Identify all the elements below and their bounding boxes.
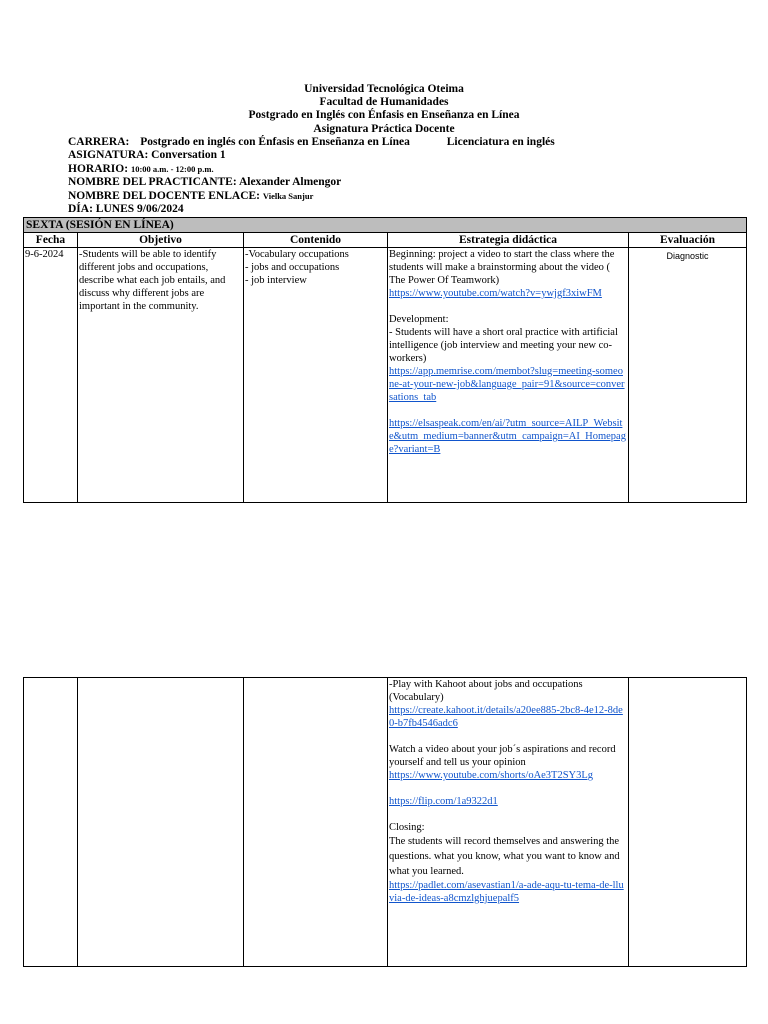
development-label: Development: (389, 314, 449, 325)
course-title: Asignatura Práctica Docente (313, 122, 455, 135)
col-estrategia: Estrategia didáctica (388, 233, 629, 248)
lesson-plan-table-continued (23, 677, 747, 967)
estrategia-cell (388, 248, 629, 503)
video-text: Watch a video about your job´s aspirations and record yourself and tell us your opinion (389, 744, 616, 768)
col-fecha: Fecha (24, 233, 78, 248)
course-meta (68, 136, 748, 216)
kahoot-text: -Play with Kahoot about jobs and occupations (Vocabulary) (389, 679, 583, 703)
carrera-label: CARRERA: (68, 136, 130, 148)
youtube-shorts-link[interactable]: https://www.youtube.com/shorts/oAe3T2SY3Lg (389, 770, 594, 781)
section-title: SEXTA (SESIÓN EN LÍNEA) (24, 218, 747, 233)
table-row (24, 248, 747, 503)
asignatura-value: Conversation 1 (151, 149, 226, 162)
elsaspeak-link[interactable]: https://elsaspeak.com/en/ai/?utm_source=AILP_Website&utm_medium=banner&utm_campaign=AI_Homepage?variant=B (389, 418, 626, 455)
university-name: Universidad Tecnológica Oteima (304, 83, 464, 95)
contenido-cell (244, 248, 388, 503)
fecha-cell: 9-6-2024 (24, 248, 78, 503)
horario-label: HORARIO: (68, 162, 129, 175)
document-header (0, 83, 768, 136)
program-name: Postgrado en Inglés con Énfasis en Enseñanza en Línea (248, 109, 520, 122)
memrise-link[interactable]: https://app.memrise.com/membot?slug=meeting-someone-at-your-new-job&language_pair=91&source=conversations_tab (389, 366, 625, 403)
contenido-item: -Vocabulary occupations (245, 249, 349, 260)
faculty-name: Facultad de Humanidades (319, 96, 449, 109)
carrera-line (68, 136, 748, 149)
estrategia-cell (388, 678, 629, 967)
youtube-link[interactable]: https://www.youtube.com/watch?v=ywjgf3xiwFM (389, 288, 602, 299)
objetivo-cell: -Students will be able to identify different jobs and occupations, describe what each job entails, and discuss why different jobs are important in the community. (78, 248, 244, 503)
header-row (24, 233, 747, 248)
development-text: - Students will have a short oral practice with artificial intelligence (job interview and meeting your new co-workers) (389, 327, 618, 364)
docente-value: Vielka Sanjur (262, 190, 314, 201)
padlet-link[interactable]: https://padlet.com/asevastian1/a-ade-aqu-tu-tema-de-lluvia-de-ideas-a8cmzlghjuepalf5 (389, 880, 624, 904)
col-evaluacion: Evaluación (629, 233, 747, 248)
flip-link[interactable]: https://flip.com/1a9322d1 (389, 796, 498, 807)
beginning-text: Beginning: project a video to start the class where the students will make a brainstorming about the video ( The Power Of Teamwork) (389, 249, 615, 286)
evaluacion-cell (629, 678, 747, 967)
practicante-line (68, 176, 748, 189)
evaluacion-cell: Diagnostic (629, 248, 747, 503)
carrera-value: Postgrado en inglés con Énfasis en Enseñanza en Línea (140, 136, 410, 148)
col-objetivo: Objetivo (78, 233, 244, 248)
table-row (24, 678, 747, 967)
contenido-cell (244, 678, 388, 967)
objetivo-cell (78, 678, 244, 967)
horario-value: 10:00 a.m. - 12:00 p.m. (130, 163, 214, 174)
docente-label: NOMBRE DEL DOCENTE ENLACE: (68, 189, 261, 202)
closing-label: Closing: (389, 822, 425, 833)
asignatura-line (68, 149, 748, 162)
docente-line (68, 190, 748, 203)
fecha-cell (24, 678, 78, 967)
practicante-value: Alexander Almengor (238, 176, 342, 189)
contenido-item: - job interview (245, 275, 307, 286)
asignatura-label: ASIGNATURA: (68, 149, 149, 162)
lesson-plan-table (23, 217, 747, 503)
col-contenido: Contenido (244, 233, 388, 248)
closing-text: The students will record themselves and answering the questions. what you know, what you want to know and what you learned. (389, 836, 620, 877)
practicante-label: NOMBRE DEL PRACTICANTE: (68, 176, 237, 189)
dia-line: DÍA: LUNES 9/06/2024 (68, 203, 184, 216)
section-row (24, 218, 747, 233)
contenido-item: - jobs and occupations (245, 262, 340, 273)
horario-line (68, 163, 748, 176)
kahoot-link[interactable]: https://create.kahoot.it/details/a20ee885-2bc8-4e12-8de0-b7fb4546adc6 (389, 705, 623, 729)
licenciatura: Licenciatura en inglés (446, 136, 555, 148)
